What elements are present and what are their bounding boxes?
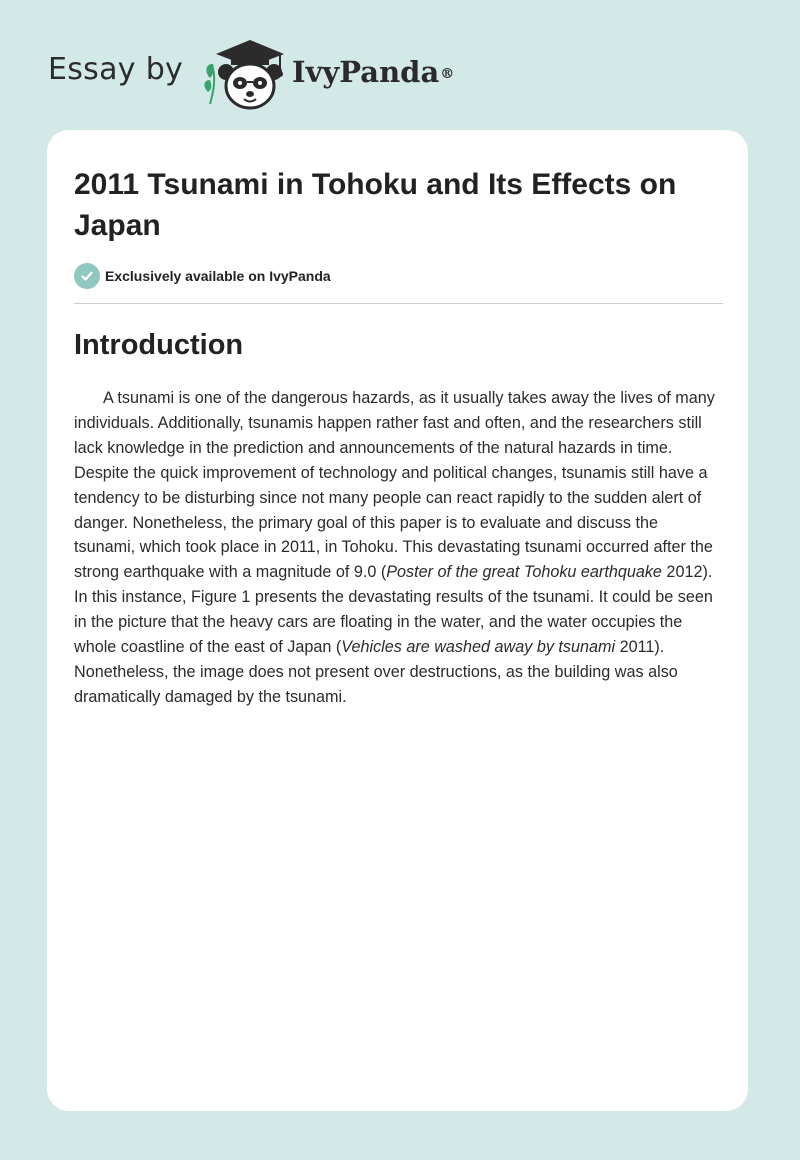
panda-graduation-cap-icon[interactable] [200, 34, 292, 112]
citation-vehicles: Vehicles are washed away by tsunami [341, 638, 616, 657]
check-circle-icon [74, 263, 100, 289]
essay-card [47, 130, 748, 1111]
citation-poster: Poster of the great Tohoku earthquake [386, 563, 662, 582]
registered-mark: ® [440, 66, 455, 82]
exclusive-badge [74, 263, 331, 289]
intro-paragraph: A tsunami is one of the dangerous hazards, as it usually takes away the lives of many individuals. Additionally, tsunamis happen rather fast and often, and the researchers still lack knowledge in the prediction and announcements of the natural hazards in time. Despite the quick improvement of technology and political changes, tsunamis still have a tendency to be disturbing since not many people can react rapidly to the sudden alert of danger. Nonetheless, the primary goal of this paper is to evaluate and discuss the tsunami, which took place in 2011, in Tohoku. This devastating tsunami occurred after the strong earthquake with a magnitude of 9.0 (Poster of the great Tohoku earthquake 2012). In this instance, Figure 1 presents the devastating results of the tsunami. It could be seen in the picture that the heavy cars are floating in the water, and the water occupies the whole coastline of the east of Japan (Vehicles are washed away by tsunami 2011). Nonetheless, the image does not present over destructions, as the building was also dramatically damaged by the tsunami. [74, 389, 715, 706]
badge-text: Exclusively available on IvyPanda [105, 268, 331, 284]
essay-title: 2011 Tsunami in Tohoku and Its Effects on Japan [74, 168, 677, 242]
brand-prefix: Essay by [48, 52, 184, 87]
brand-name[interactable]: IvyPanda® [292, 55, 455, 89]
site-header [0, 0, 800, 125]
section-heading-introduction: Introduction [74, 329, 244, 361]
divider [74, 303, 723, 304]
